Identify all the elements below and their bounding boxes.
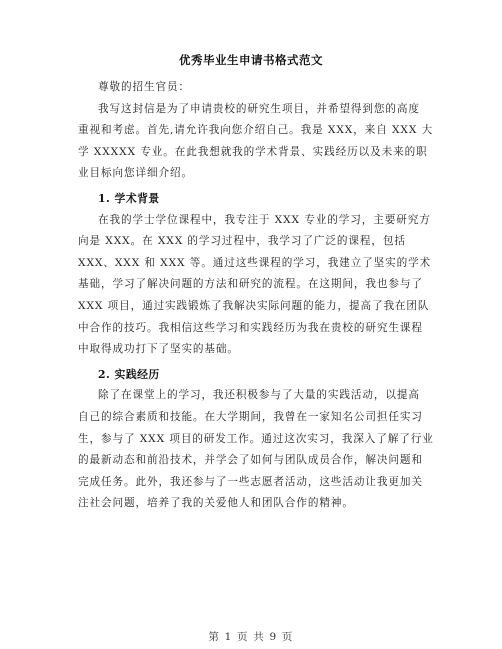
paragraph-line: XXX、XXX 和 XXX 等。通过这些课程的学习，我建立了坚实的学术 [78,256,432,269]
paragraph-line: 在我的学士学位课程中，我专注于 XXX 专业的学习，主要研究方 [98,213,431,226]
intro-paragraph [78,99,434,185]
paragraph-line: 学 XXXXX 专业。在此我想就我的学术背景、实践经历以及未来的职 [78,145,428,158]
section-heading-practice: 2. 实践经历 [98,367,160,381]
paragraph-line: 重视和考虑。首先,请允许我向您介绍自己。我是 XXX，来自 XXX 大 [78,124,434,137]
paragraph-line: XXX 项目，通过实践锻炼了我解决实际问题的能力，提高了我在团队 [78,299,430,312]
salutation: 尊敬的招生官员： [98,81,190,93]
paragraph-line: 生，参与了 XXX 项目的研发工作。通过这次实习，我深入了解了行业 [78,432,434,445]
document-body [78,77,434,515]
paragraph-line: 完成任务。此外，我还参与了一些志愿者活动，这些活动让我更加关 [78,475,423,488]
section-heading-academic: 1. 学术背景 [98,191,160,205]
paragraph-line: 注社会问题，培养了我的关爱他人和团队合作的精神。 [78,497,354,510]
paragraph-line: 业目标向您详细介绍。 [78,167,193,180]
paragraph-line: 中取得成功打下了坚实的基础。 [78,343,239,356]
paragraph-line: 我写这封信是为了申请贵校的研究生项目，并希望得到您的高度 [98,102,420,115]
practice-paragraph [78,385,434,515]
paragraph-line: 中合作的技巧。我相信这些学习和实践经历为我在贵校的研究生课程 [78,321,423,334]
paragraph-line: 除了在课堂上的学习，我还积极参与了大量的实践活动，以提高 [98,389,420,402]
paragraph-line: 向是 XXX。在 XXX 的学习过程中，我学习了广泛的课程，包括 [78,235,406,248]
page-number-footer: 第 1 页 共 9 页 [208,631,294,643]
paragraph-line: 的最新动态和前沿技术，并学会了如何与团队成员合作，解决问题和 [78,454,423,467]
academic-paragraph [78,210,432,361]
paragraph-line: 基础，学习了解决问题的方法和研究的流程。在这期间，我也参与了 [78,278,423,291]
document-title: 优秀毕业生申请书格式范文 [179,53,323,67]
paragraph-line: 自己的综合素质和技能。在大学期间，我曾在一家知名公司担任实习 [78,410,423,423]
